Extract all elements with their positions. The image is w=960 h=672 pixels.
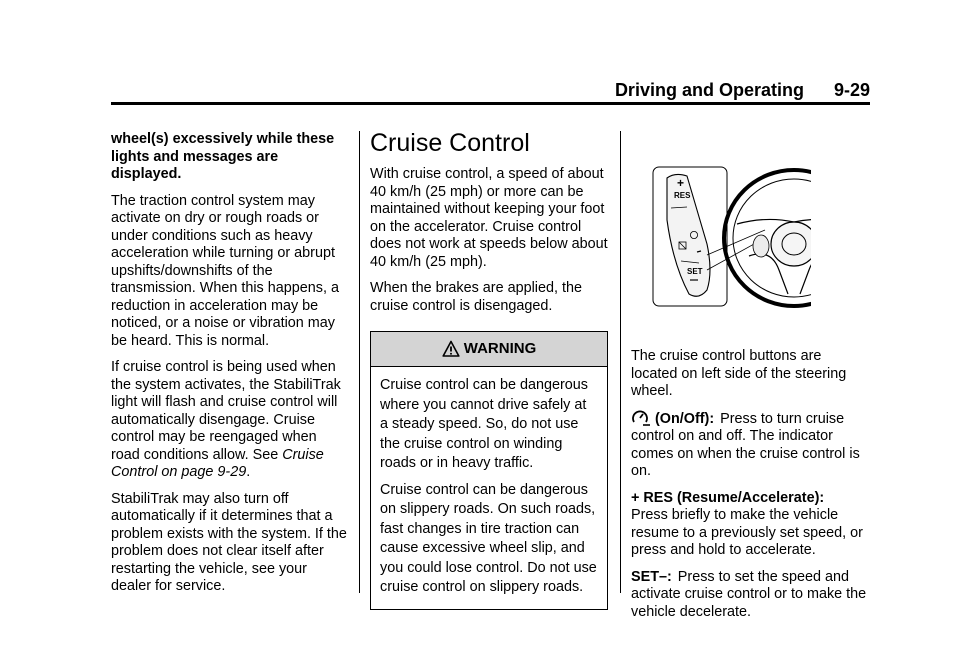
warning-label: WARNING <box>463 340 537 358</box>
paragraph: When the brakes are applied, the cruise control is disengaged. <box>370 280 582 314</box>
paragraph <box>111 359 349 482</box>
paragraph: The traction control system may activate on dry or rough roads or under conditions such as heavy acceleration while turning or abrupt upshifts/downshifts of the transmission. When this happens, a reduction in acceleration may be noticed, or a noise or vibration may be heard. This is normal. <box>111 192 339 349</box>
warning-body <box>371 367 607 609</box>
set-description <box>631 569 871 622</box>
column-divider <box>359 131 360 593</box>
paragraph: With cruise control, a speed of about 40 km/h (25 mph) or more can be maintained without keeping your foot on the accelerator. Cruise control does not work at speeds below about 40 km/h (25 mph). <box>370 166 608 270</box>
column-divider <box>620 131 621 593</box>
svg-text:+: + <box>677 176 685 190</box>
section-heading: Cruise Control <box>370 129 530 157</box>
cruise-control-icon <box>631 410 651 427</box>
header-rule <box>111 102 870 105</box>
steering-wheel-figure <box>641 160 811 308</box>
continued-text: wheel(s) excessively while these lights and messages are displayed. <box>111 131 335 182</box>
column-1 <box>111 131 349 605</box>
res-heading: + RES (Resume/Accelerate): <box>631 489 825 506</box>
set-heading: SET–: <box>631 568 672 585</box>
set-button-label: SET <box>687 267 703 276</box>
res-button-label: RES <box>674 191 691 200</box>
page-number: 9-29 <box>833 80 870 100</box>
paragraph: The cruise control buttons are located on left side of the steering wheel. <box>631 348 847 399</box>
set-text: Press to set the speed and activate cruise control or to make the vehicle decelerate. <box>631 568 867 620</box>
res-text: Press briefly to make the vehicle resume to a previously set speed, or press and hold to accelerate. <box>631 507 863 558</box>
warning-box <box>370 331 608 610</box>
section-title: Driving and Operating <box>614 80 804 100</box>
paragraph: StabiliTrak may also turn off automatically if it determines that a problem exists with the system. If the problem does not clear itself after restarting the vehicle, see your dealer for service. <box>111 490 347 594</box>
onoff-text: Press to turn cruise control on and off. The indicator comes on when the cruise control is on. <box>631 410 860 479</box>
res-description <box>631 490 871 560</box>
warning-text: Cruise control can be dangerous where you cannot drive safely at a steady speed. So, do not use the cruise control on winding roads or in heavy traffic. <box>380 377 588 471</box>
warning-header <box>371 332 607 367</box>
onoff-label: (On/Off): <box>655 410 715 427</box>
paragraph-text: If cruise control is being used when the system activates, the StabiliTrak light will flash and cruise control will automatically disengage. Cruise control may be reengaged when road conditions allow. See <box>111 359 341 463</box>
steering-wheel-illustration <box>641 160 811 308</box>
warning-icon <box>442 340 460 358</box>
column-2 <box>370 128 610 610</box>
onoff-description <box>631 410 871 481</box>
paragraph-text: . <box>246 464 251 480</box>
page-header <box>111 80 870 101</box>
column-3 <box>631 128 871 630</box>
warning-text: Cruise control can be dangerous on slippery roads. On such roads, fast changes in tire traction can cause excessive wheel slip, and you could lose control. Do not use cruise control on slippery roads. <box>380 481 597 595</box>
cross-reference-link[interactable]: Cruise Control on page 9-29 <box>111 446 324 480</box>
